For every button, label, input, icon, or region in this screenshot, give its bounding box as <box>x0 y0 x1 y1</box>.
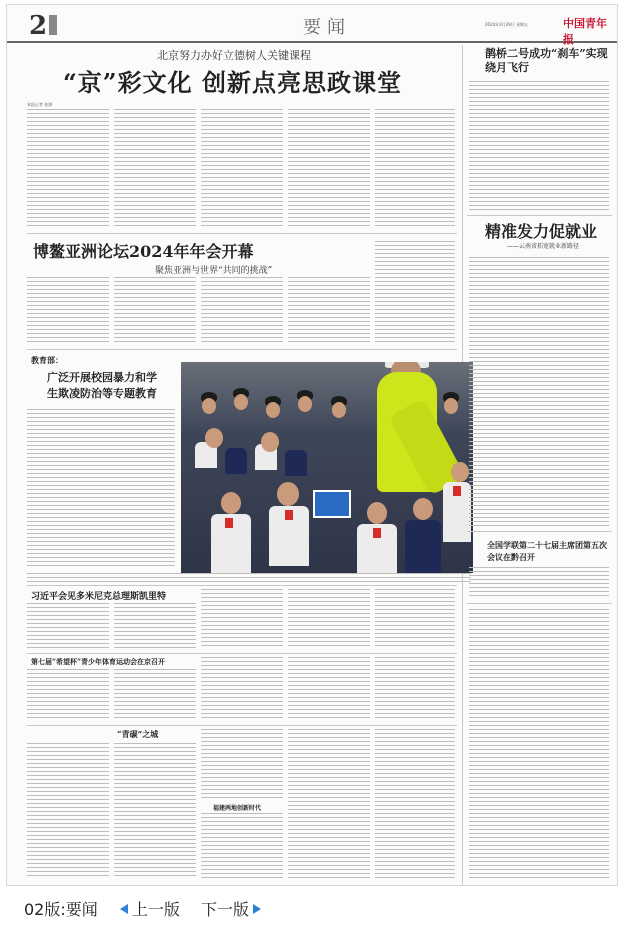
campus-headline: 广泛开展校园暴力和学生欺凌防治等专题教育 <box>47 371 157 400</box>
green-headline: “青碳”之城 <box>117 729 159 739</box>
photo-caption <box>27 573 471 583</box>
lead-headline: “京”彩文化 创新点亮思政课堂 <box>63 68 402 97</box>
green-text-col-3 <box>201 729 283 799</box>
student <box>202 398 216 414</box>
lead-text-col-3 <box>201 109 283 229</box>
held-card <box>313 490 351 518</box>
masthead-date: 2024年3月29日 星期五 <box>485 22 529 27</box>
student <box>332 402 346 418</box>
divider-federation <box>467 531 612 532</box>
forum-text-col-3 <box>201 277 283 343</box>
student <box>221 492 241 514</box>
employment-deck: ——云南省拓宽就业新路径 <box>507 243 580 250</box>
forum-text-col-1 <box>27 277 109 343</box>
arrow-left-icon <box>120 904 128 914</box>
youth-text-col-2 <box>114 669 196 721</box>
student <box>373 528 381 538</box>
forum-text-col-5 <box>375 241 455 343</box>
page-number-bar <box>49 15 57 35</box>
lead-kicker: 北京努力办好立德树人关键课程 <box>157 49 311 62</box>
federation-headline: 全国学联第二十七届主席团第五次会议在黔召开 <box>487 540 607 562</box>
current-section-label: 02版:要闻 <box>24 900 98 919</box>
lead-byline: 本报记者 张渺 <box>27 102 53 107</box>
masthead <box>7 5 617 46</box>
forum-deck: 聚焦亚洲与世界“共同的挑战” <box>155 266 273 276</box>
arrow-right-icon <box>253 904 261 914</box>
forum-text-col-4 <box>288 277 370 343</box>
divider-green <box>27 725 457 726</box>
student <box>444 398 458 414</box>
student <box>277 482 299 506</box>
youth-headline: 第七届“希望杯”青少年体育运动会在京召开 <box>31 657 166 666</box>
green-text-col-1 <box>27 743 109 879</box>
student <box>225 518 233 528</box>
student <box>453 486 461 496</box>
student <box>205 428 223 448</box>
student <box>285 450 307 476</box>
magpie-headline: 鹊桥二号成功“刹车”实现绕月飞行 <box>485 47 608 74</box>
green-text-col-5 <box>375 729 455 879</box>
xi-text-col-2 <box>114 603 196 649</box>
xi-headline: 习近平会见多米尼克总理斯凯里特 <box>31 592 167 602</box>
lead-text-col-4 <box>288 109 370 229</box>
student <box>413 498 433 520</box>
page-number: 2 <box>29 11 48 41</box>
student <box>405 520 441 573</box>
campus-kicker: 教育部： <box>31 355 63 365</box>
student <box>451 462 469 482</box>
green-text-col-3b <box>201 813 283 879</box>
xi-text-col-4 <box>288 589 370 649</box>
employment-text <box>469 257 609 527</box>
divider-youth <box>27 653 457 654</box>
lead-text-col-2 <box>114 109 196 229</box>
page-navigation <box>0 893 629 923</box>
next-page-label: 下一版 <box>201 900 250 919</box>
divider-campus <box>27 349 457 350</box>
student <box>367 502 387 524</box>
newspaper-page <box>6 4 618 886</box>
green-text-col-2 <box>114 743 196 879</box>
student <box>234 394 248 410</box>
middle-subhead: 福建两地创新时代 <box>213 805 262 812</box>
lead-text-col-5 <box>375 109 455 229</box>
youth-text-col-1 <box>27 669 109 721</box>
student <box>298 396 312 412</box>
youth-text-col-4 <box>288 657 370 721</box>
previous-page-link[interactable] <box>120 897 180 920</box>
students-police-photo <box>181 362 473 573</box>
xi-text-col-3 <box>201 589 283 649</box>
divider-right-bottom <box>467 603 612 604</box>
xi-text-col-5 <box>375 589 455 649</box>
green-text-col-4 <box>288 729 370 879</box>
forum-text-col-2 <box>114 277 196 343</box>
federation-text <box>469 567 609 599</box>
next-page-link[interactable] <box>201 897 261 920</box>
lead-text-col-1 <box>27 109 109 229</box>
previous-page-label: 上一版 <box>132 900 181 919</box>
section-title: 要闻 <box>303 17 351 38</box>
student <box>225 448 247 474</box>
newspaper-logo: 中国青年报 <box>563 17 607 46</box>
student <box>261 432 279 452</box>
magpie-text <box>469 81 609 211</box>
divider-employment <box>467 215 612 216</box>
youth-text-col-5 <box>375 657 455 721</box>
campus-text <box>27 409 175 569</box>
xi-text-col-1 <box>27 603 109 649</box>
employment-headline: 精准发力促就业 <box>485 222 598 241</box>
divider-forum <box>27 233 457 234</box>
right-bottom-text <box>469 609 609 879</box>
student <box>285 510 293 520</box>
divider-xi <box>27 585 457 586</box>
forum-headline: 博鳌亚洲论坛2024年年会开幕 <box>33 242 254 261</box>
student <box>266 402 280 418</box>
youth-text-col-3 <box>201 657 283 721</box>
